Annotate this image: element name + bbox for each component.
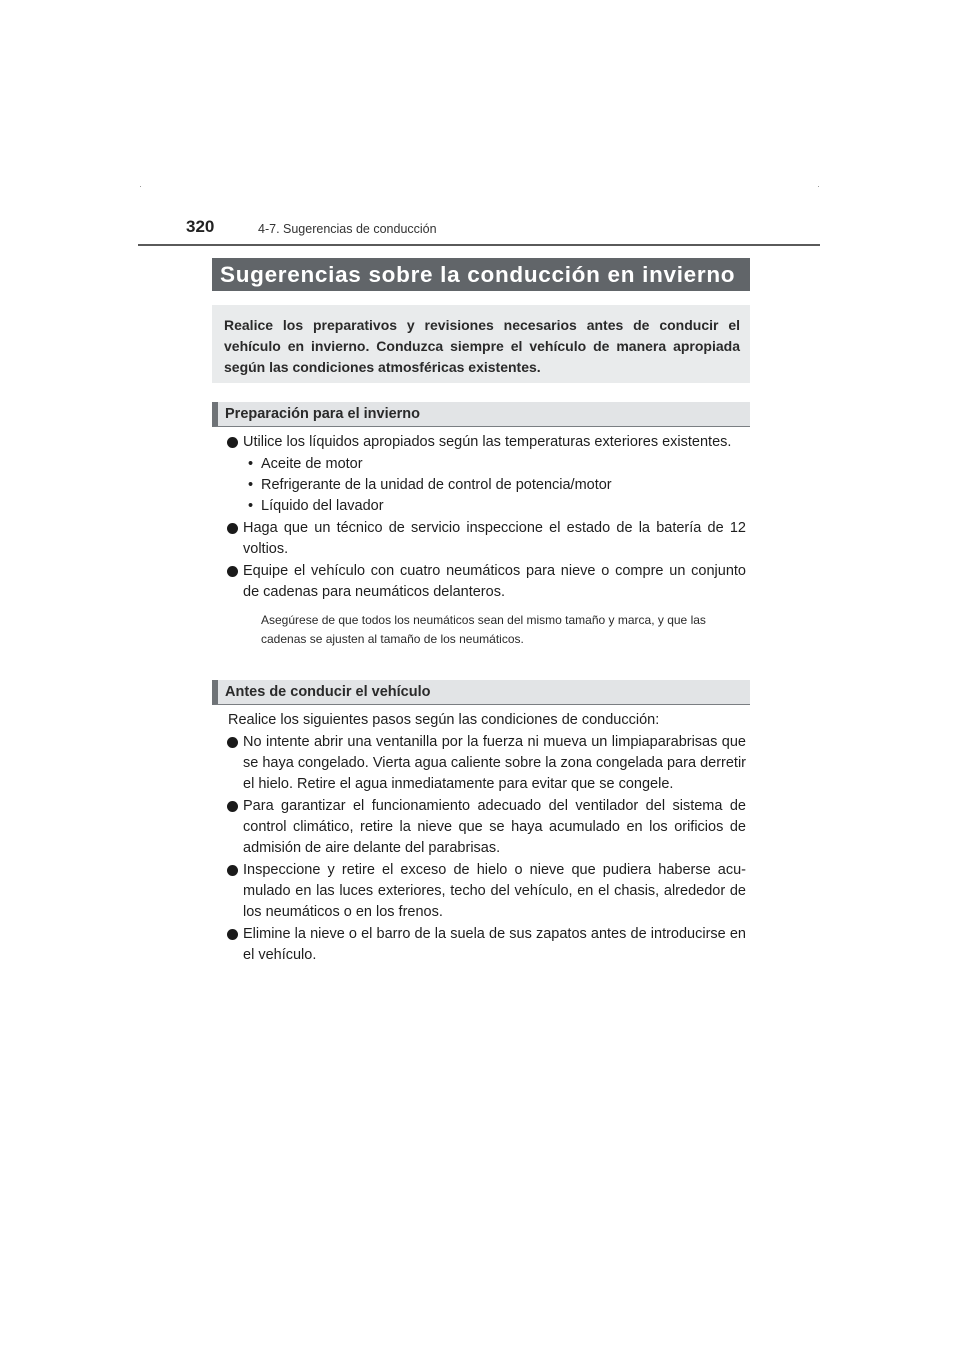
list-item <box>212 518 746 560</box>
list-item-text: No intente abrir una ventanilla por la fuerza ni mueva un limpiaparabrisas que se haya congelado. Vierta agua caliente sobre la zona congelada para derretir el hielo. Retire el agua inmediatamente para evitar que se congele. <box>243 734 746 792</box>
page-title: Sugerencias sobre la conducción en invierno <box>212 258 750 291</box>
section-heading-before-driving: Antes de conducir el vehículo <box>212 680 750 705</box>
small-bullet-icon: • <box>248 477 254 493</box>
list-item <box>212 860 746 923</box>
intro-box <box>212 305 750 383</box>
preparation-content <box>212 432 746 653</box>
small-bullet-icon: • <box>248 456 254 472</box>
list-item <box>212 732 746 795</box>
lead-text: Realice los siguientes pasos según las condiciones de conducción: <box>228 712 660 728</box>
sub-list-item <box>212 454 746 475</box>
bullet-dot-icon <box>227 523 238 534</box>
bullet-dot-icon <box>227 737 238 748</box>
list-item <box>212 561 746 603</box>
list-item-text: Equipe el vehículo con cuatro neumáticos para nieve o compre un conjunto de cadenas para neumáticos delanteros. <box>243 563 746 600</box>
before-driving-content <box>212 710 746 967</box>
list-item-text: Para garantizar el funcionamiento adecuado del ventilador del sistema de control climático, retire la nieve que se haya acumulado en los orificios de admisión de aire delante del parabrisas. <box>243 798 746 856</box>
bullet-dot-icon <box>227 865 238 876</box>
note-text: Asegúrese de que todos los neumáticos sean del mismo tamaño y marca, y que las cadenas se ajusten al tamaño de los neumáticos. <box>261 613 706 646</box>
intro-text: Realice los preparativos y revisiones necesarios antes de conducir el vehículo en invierno. Conduzca siempre el vehículo de manera apropiada según las condiciones atmosféricas existentes. <box>224 317 740 375</box>
sub-list-item <box>212 475 746 496</box>
list-item <box>212 924 746 966</box>
sub-list-item-text: Líquido del lavador <box>261 498 384 514</box>
crop-mark-left <box>140 186 141 187</box>
section-heading-preparation: Preparación para el invierno <box>212 402 750 427</box>
list-item <box>212 796 746 859</box>
bullet-dot-icon <box>227 566 238 577</box>
list-item-text: Elimine la nieve o el barro de la suela de sus zapatos antes de introducirse en el vehículo. <box>243 926 746 963</box>
list-item-text: Utilice los líquidos apropiados según las temperaturas exteriores existentes. <box>243 434 732 450</box>
sub-list-item-text: Aceite de motor <box>261 456 363 472</box>
bullet-dot-icon <box>227 801 238 812</box>
bullet-dot-icon <box>227 929 238 940</box>
section-breadcrumb: 4-7. Sugerencias de conducción <box>258 222 437 236</box>
list-item-text: Inspeccione y retire el exceso de hielo o nieve que pudiera haberse acumulado en las luces exteriores, techo del vehículo, en el chasis, alrededor de los neumáticos o en los frenos. <box>243 862 746 920</box>
list-item-text: Haga que un técnico de servicio inspeccione el estado de la batería de 12 voltios. <box>243 520 746 557</box>
page-number: 320 <box>186 217 215 236</box>
header-divider <box>138 244 820 246</box>
bullet-dot-icon <box>227 437 238 448</box>
crop-mark-right <box>818 186 819 187</box>
small-bullet-icon: • <box>248 498 254 514</box>
list-item <box>212 432 746 453</box>
sub-list-item <box>212 496 746 517</box>
sub-list-item-text: Refrigerante de la unidad de control de potencia/motor <box>261 477 612 493</box>
